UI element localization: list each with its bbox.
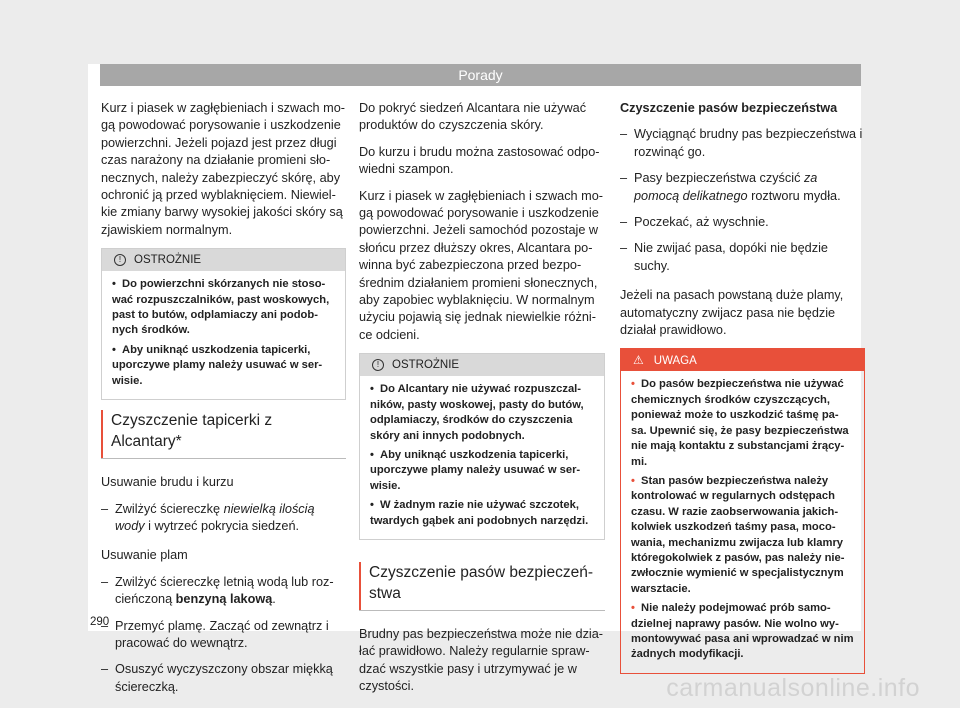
warning-item: • Nie należy podejmować prób samo- dzielnej naprawy pasów. Nie wolno wy- montowywać pasa ani wprowadzać w nim żadnych modyfikacji. [631,602,854,661]
caution-box-alcantara [359,353,605,540]
caution-item: • Do Alcantary nie używać rozpuszczal- ników, pasty woskowej, pasty do butów, odplamiaczy, środków do czyszczenia skóry ani innych podobnych. [370,383,584,442]
stain-step: – Osuszyć wyczyszczony obszar miękką ściereczką. [101,661,346,696]
watermark: carmanualsonline.info [666,674,920,702]
stain-step: – Przemyć plamę. Zacząć od zewnątrz i pracować do wewnątrz. [101,618,346,653]
caution-item: • Do powierzchni skórzanych nie stoso- wać rozpuszczalników, past woskowych, past to butów, odplamiaczy ani podob- nych środków. [112,278,330,337]
warning-header [621,349,864,371]
paragraph: Kurz i piasek w zagłębieniach i szwach mo- gą powodować porysowanie i uszkodzenie powierzchni. Jeżeli samochód pozostaje w słońcu przez dłuższy okres, Alcantara po- winna być zabezpieczona przed bezpo- średnim działaniem promieni słonecznych, aby zapobiec wyblaknięciu. W normalnym użyciu pojawią się jednak niewielkie różni- ce odcieni. [359,188,603,342]
warning-item: • Do pasów bezpieczeństwa nie używać chemicznych środków czyszczących, ponieważ może to uszkodzić taśmę pa- sa. Upewnić się, że pasy bezpieczeństwa nie mają kontaktu z substancjami żrący- mi. [631,378,849,468]
caution-item: • Aby uniknąć uszkodzenia tapicerki, uporczywe plamy należy usuwać w ser- wisie. [112,343,323,387]
caution-header [102,249,345,271]
seatbelt-step: – Nie zwijać pasa, dopóki nie będzie suchy. [620,240,865,275]
column-right [620,100,865,682]
seatbelt-step: – Wyciągnąć brudny pas bezpieczeństwa i rozwinąć go. [620,126,865,161]
caution-label: OSTROŻNIE [392,359,460,372]
paragraph: Jeżeli na pasach powstaną duże plamy, automatyczny zwijacz pasa nie będzie działał prawidłowo. [620,288,844,338]
dirt-heading: Usuwanie brudu i kurzu [101,475,234,490]
warning-triangle-icon: ⚠ [633,353,644,368]
section-title-alcantara: Czyszczenie tapicerki z Alcantary* [101,410,346,459]
page-number: 290 [90,616,110,628]
info-icon: ! [114,254,126,266]
caution-item: • W żadnym razie nie używać szczotek, twardych gąbek ani podobnych narzędzi. [370,499,589,527]
caution-header [360,354,604,376]
info-icon: ! [372,359,384,371]
warning-item: • Stan pasów bezpieczeństwa należy kontrolować w regularnych odstępach czasu. W razie zaobserwowania jakich- kolwiek uszkodzeń taśmy pasa, moco- wania, mechanizmu zwijacza lub klamry któregokolwiek z pasów, pas należy nie- zwłocznie wymienić w specjalistycznym warsztacie. [631,474,845,595]
dirt-step: – Zwilżyć ściereczkę niewielką ilością wody i wytrzeć pokrycia siedzeń. [101,501,346,536]
seatbelt-step: – Pasy bezpieczeństwa czyścić za pomocą delikatnego roztworu mydła. [620,170,865,205]
intro-paragraph: Kurz i piasek w zagłębieniach i szwach mo- gą powodować porysowanie i uszkodzenie powierzchni. Jeżeli pojazd jest przez długi czas narażony na działanie promieni sło- necznych, należy zabezpieczyć skórę, aby ochronić ją przed wyblaknięciem. Niewiel- kie zmiany barwy wysokiej jakości skóry są zjawiskiem normalnym. [101,101,345,237]
caution-label: OSTROŻNIE [134,254,202,267]
warning-box-seatbelts [620,348,865,673]
paragraph: Brudny pas bezpieczeństwa może nie dzia- łać prawidłowo. Należy regularnie spraw- dzać wszystkie pasy i utrzymywać je w czystości. [359,626,604,694]
stain-heading: Usuwanie plam [101,548,188,563]
seatbelt-cleaning-heading: Czyszczenie pasów bezpieczeństwa [620,101,838,115]
caution-box-leather [101,248,346,400]
column-left [101,100,346,705]
paragraph: Do pokryć siedzeń Alcantara nie używać produktów do czyszczenia skóry. [359,101,587,133]
column-middle [359,100,605,705]
page-header: Porady [100,64,861,86]
section-title-seatbelts: Czyszczenie pasów bezpieczeń- stwa [359,562,605,611]
warning-label: UWAGA [653,355,697,368]
stain-step: – Zwilżyć ściereczkę letnią wodą lub roz- cieńczoną benzyną lakową. [101,574,346,609]
caution-item: • Aby uniknąć uszkodzenia tapicerki, uporczywe plamy należy usuwać w ser- wisie. [370,448,581,492]
paragraph: Do kurzu i brudu można zastosować odpo- wiedni szampon. [359,144,600,177]
seatbelt-step: – Poczekać, aż wyschnie. [620,214,865,231]
